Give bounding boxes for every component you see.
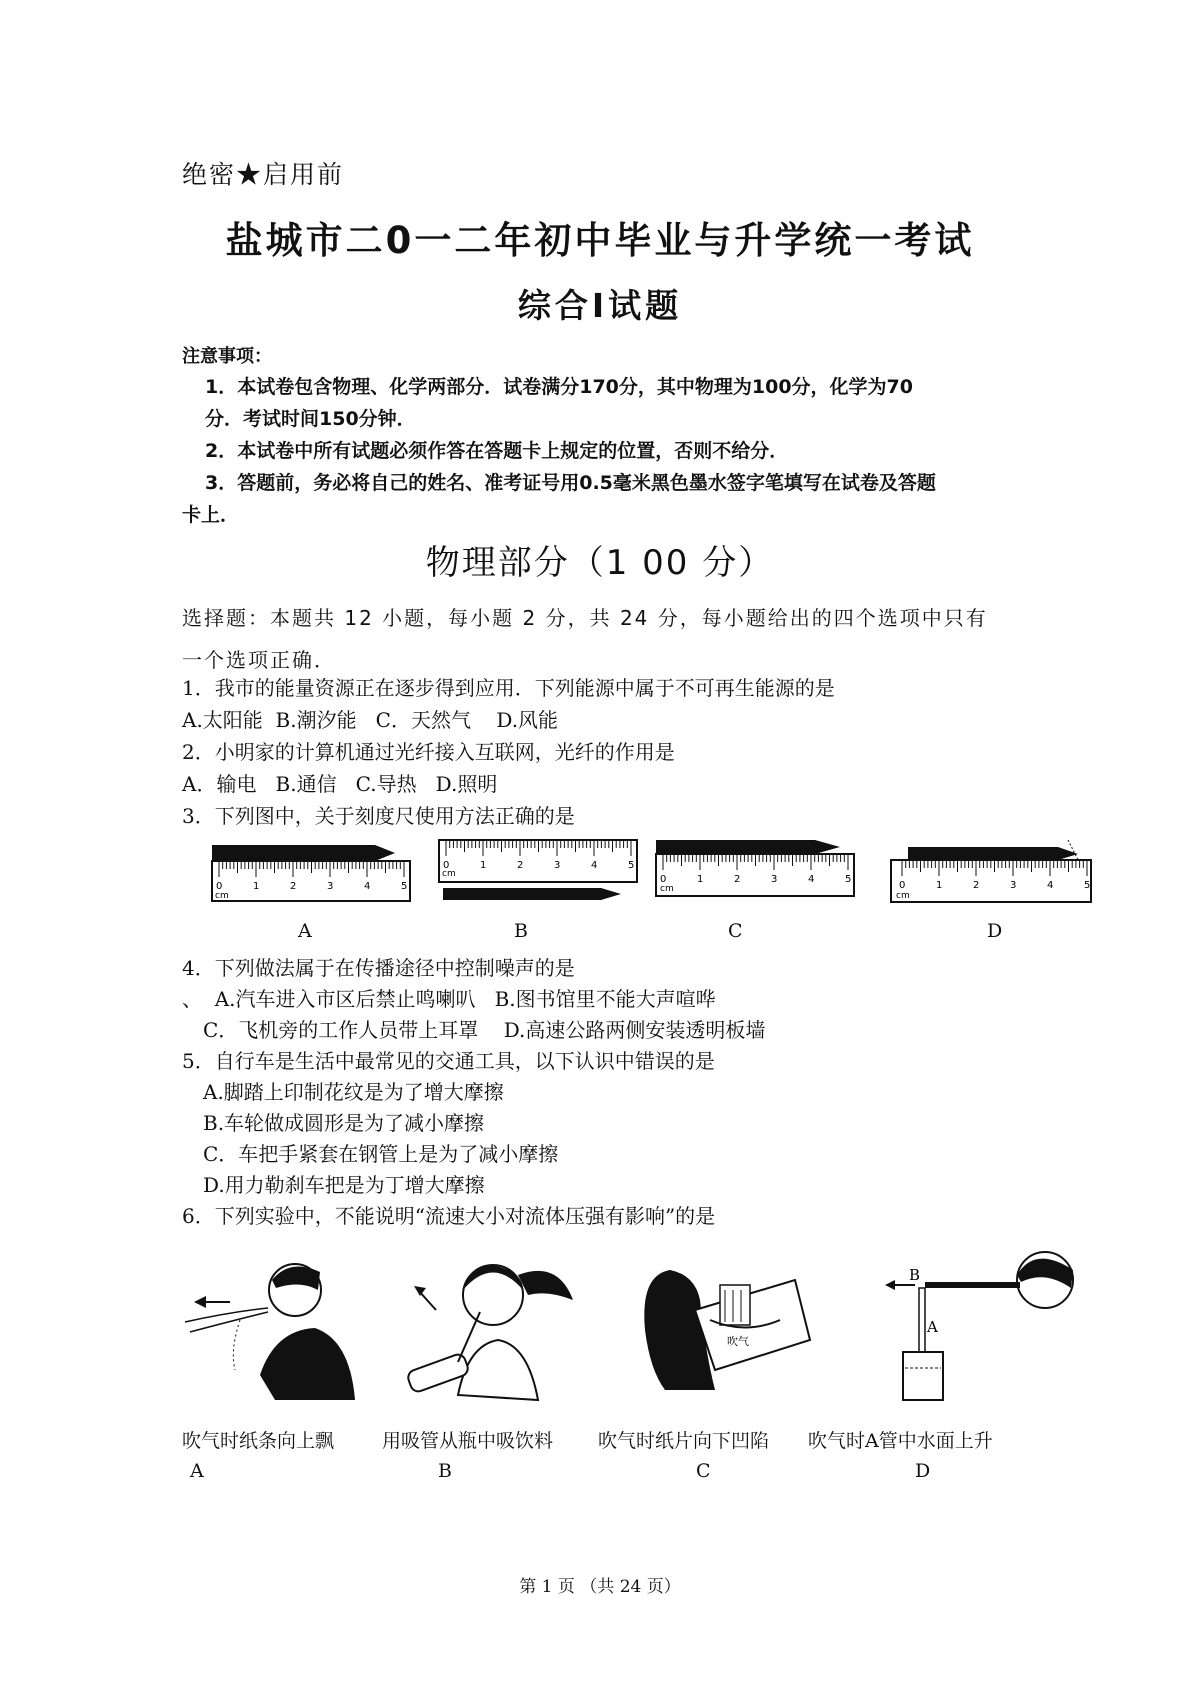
question-5-stem: 5．自行车是生活中最常见的交通工具，以下认识中错误的是 bbox=[182, 1049, 715, 1073]
illustration-boy-blowing-paper bbox=[180, 1250, 370, 1410]
question-4-options: C．飞机旁的工作人员带上耳罩 D.高速公路两侧安装透明板墙 bbox=[203, 1018, 766, 1042]
figure-label-c: C bbox=[696, 1460, 711, 1482]
ruler-tick-label: 4 bbox=[1047, 880, 1054, 891]
notice-line: 分．考试时间150分钟． bbox=[205, 408, 416, 430]
exam-subtitle: 综合Ⅰ试题 bbox=[517, 286, 683, 325]
exam-title: 盐城市二0一二年初中毕业与升学统一考试 bbox=[225, 219, 975, 262]
ruler-unit: cm bbox=[896, 891, 910, 901]
figure-note: 吹气 bbox=[727, 1335, 749, 1348]
ruler-figure-b bbox=[436, 838, 646, 910]
question-3-stem: 3．下列图中，关于刻度尺使用方法正确的是 bbox=[182, 804, 575, 828]
ruler-tick-label: 4 bbox=[591, 860, 598, 871]
ruler-tick-label: 5 bbox=[401, 881, 408, 892]
ruler-tick-label: 3 bbox=[554, 860, 561, 871]
ruler-tick-label: 0 bbox=[216, 881, 223, 892]
ruler-tick-label: 5 bbox=[1084, 880, 1091, 891]
ruler-tick-label: 1 bbox=[936, 880, 943, 891]
figure-label-d: D bbox=[915, 1460, 931, 1482]
question-5-option: B.车轮做成圆形是为了减小摩擦 bbox=[203, 1111, 485, 1135]
section-intro: 选择题：本题共 12 小题，每小题 2 分，共 24 分，每小题给出的四个选项中只有 bbox=[182, 606, 988, 630]
question-1-stem: 1．我市的能量资源正在逐步得到应用．下列能源中属于不可再生能源的是 bbox=[182, 676, 835, 700]
ruler-tick-label: 2 bbox=[973, 880, 980, 891]
notice-line: 1．本试卷包含物理、化学两部分．试卷满分170分，其中物理为100分，化学为70 bbox=[205, 376, 913, 398]
ruler-tick-label: 0 bbox=[443, 860, 450, 871]
ruler-tick-label: 0 bbox=[899, 880, 906, 891]
figure-label-b: B bbox=[438, 1460, 452, 1482]
question-4-options: 、 A.汽车进入市区后禁止鸣喇叭 B.图书馆里不能大声喧哗 bbox=[182, 987, 716, 1011]
question-1-options: A.太阳能 B.潮汐能 C．天然气 D.风能 bbox=[182, 708, 559, 732]
ruler-tick-label: 3 bbox=[1010, 880, 1017, 891]
question-4-stem: 4．下列做法属于在传播途径中控制噪声的是 bbox=[182, 956, 575, 980]
figure-caption-c: 吹气时纸片向下凹陷 bbox=[598, 1430, 770, 1452]
notice-line: 3．答题前，务必将自己的姓名、准考证号用0.5毫米黑色墨水签字笔填写在试卷及答题 bbox=[205, 472, 936, 494]
figure-caption-d: 吹气时A管中水面上升 bbox=[808, 1430, 993, 1452]
ruler-figure-a bbox=[205, 843, 415, 905]
figure-caption-b: 用吸管从瓶中吸饮料 bbox=[382, 1430, 554, 1452]
notice-line: 2．本试卷中所有试题必须作答在答题卡上规定的位置，否则不给分． bbox=[205, 440, 789, 462]
notice-heading: 注意事项： bbox=[182, 346, 272, 367]
question-2-options: A．输电 B.通信 C.导热 D.照明 bbox=[182, 772, 498, 796]
ruler-unit: cm bbox=[215, 891, 229, 901]
ruler-tick-label: 3 bbox=[771, 874, 778, 885]
ruler-tick-label: 2 bbox=[734, 874, 741, 885]
secret-label: 绝密★启用前 bbox=[182, 160, 345, 189]
ruler-figure-c bbox=[650, 838, 860, 900]
figure-label-a: A bbox=[298, 920, 312, 942]
ruler-tick-label: 5 bbox=[845, 874, 852, 885]
ruler-tick-label: 4 bbox=[808, 874, 815, 885]
ruler-tick-label: 0 bbox=[660, 874, 667, 885]
ruler-tick-label: 1 bbox=[480, 860, 487, 871]
question-2-stem: 2．小明家的计算机通过光纤接入互联网，光纤的作用是 bbox=[182, 740, 675, 764]
ruler-tick-label: 5 bbox=[628, 860, 635, 871]
ruler-tick-label: 4 bbox=[364, 881, 371, 892]
ruler-unit: cm bbox=[442, 869, 456, 879]
ruler-unit: cm bbox=[660, 884, 674, 894]
section-intro: 一个选项正确． bbox=[182, 648, 336, 672]
ruler-tick-label: 2 bbox=[290, 881, 297, 892]
notice-line: 卡上． bbox=[182, 504, 240, 526]
figure-label-b: B bbox=[514, 920, 528, 942]
ruler-tick-label: 1 bbox=[253, 881, 260, 892]
question-5-option: A.脚踏上印制花纹是为了增大摩擦 bbox=[203, 1080, 504, 1104]
ruler-tick-label: 3 bbox=[327, 881, 334, 892]
figure-label-d: D bbox=[987, 920, 1003, 942]
tube-label-a: A bbox=[927, 1318, 938, 1336]
question-5-option: D.用力勒刹车把是为丁增大摩擦 bbox=[203, 1173, 485, 1197]
ruler-tick-label: 2 bbox=[517, 860, 524, 871]
tube-label-b: B bbox=[909, 1266, 921, 1284]
illustration-girl-drinking-straw bbox=[398, 1250, 588, 1410]
ruler-tick-label: 1 bbox=[697, 874, 704, 885]
section-title: 物理部分（1 00 分） bbox=[425, 543, 775, 583]
figure-label-a: A bbox=[190, 1460, 204, 1482]
figure-caption-a: 吹气时纸条向上飘 bbox=[182, 1430, 335, 1452]
illustration-paper-bridge bbox=[625, 1250, 815, 1410]
illustration-tube-experiment bbox=[885, 1240, 1085, 1410]
question-6-stem: 6．下列实验中，不能说明“流速大小对流体压强有影响”的是 bbox=[182, 1204, 716, 1228]
page-footer: 第 1 页 （共 24 页） bbox=[519, 1577, 681, 1597]
question-5-option: C．车把手紧套在钢管上是为了减小摩擦 bbox=[203, 1142, 559, 1166]
figure-label-c: C bbox=[728, 920, 743, 942]
ruler-figure-d bbox=[888, 838, 1100, 906]
